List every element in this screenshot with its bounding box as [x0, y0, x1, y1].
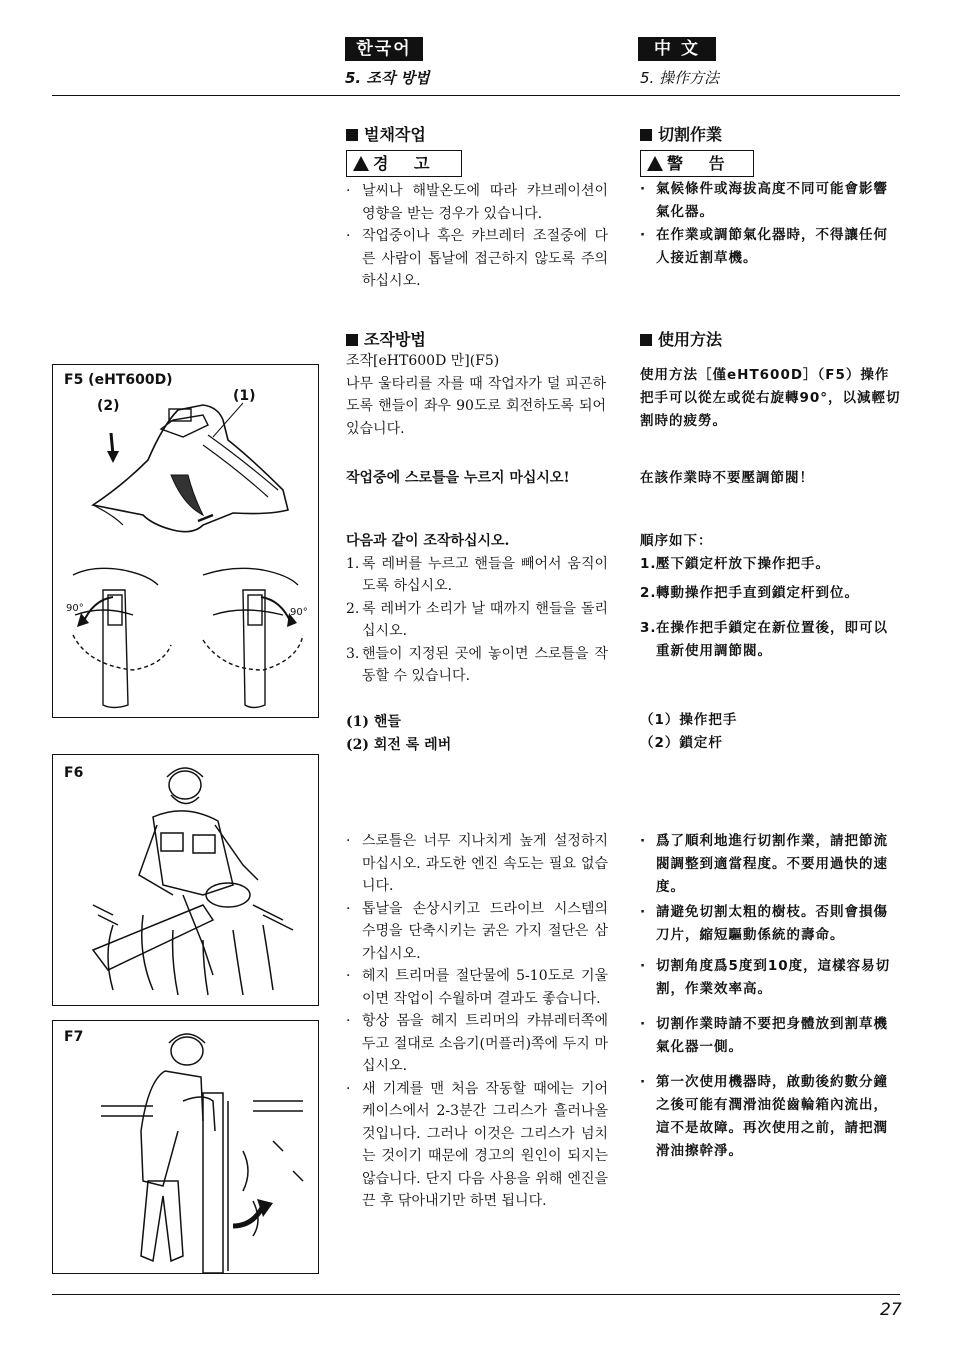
ko-step: 2. 록 레버가 소리가 날 때까지 핸들을 돌리십시오. [346, 600, 608, 639]
zh-tip-item: · 切割角度爲5度到10度，這樣容易切割，作業效率高。 [640, 958, 891, 997]
angle-label-left: 90° [66, 603, 84, 614]
figure-f6-label: F6 [64, 765, 84, 781]
zh-tip-item: · 第一次使用機器時，啟動後約數分鐘之後可能有潤滑油從齒輪箱內流出，這不是故障。再次使用之前，請把潤滑油擦幹淨。 [640, 1074, 888, 1159]
operator-cutting-hedge-illustration [53, 755, 318, 1005]
ko-section-title: 5. 조작 방법 [345, 69, 430, 87]
ko-procedure [346, 530, 608, 688]
zh-operation-title: 使用方法 [640, 327, 722, 350]
ko-tip-item: · 항상 몸을 헤지 트리머의 캬뷰레터쪽에 두고 절대로 소음기(머플러)쪽에 두지 마십시오. [346, 1013, 608, 1074]
ko-warnings [346, 180, 608, 293]
ko-parts [346, 711, 606, 756]
zh-throttle-note: 在該作業時不要壓調節閥！ [640, 470, 814, 486]
ko-tips [346, 830, 608, 1213]
figure-f5 [52, 364, 319, 718]
zh-tips [640, 830, 902, 1163]
ko-part-item: (2) 회전 록 레버 [346, 736, 452, 753]
zh-warnings [640, 178, 902, 270]
zh-step: 3. 在操作把手鎖定在新位置後，即可以重新使用調節閥。 [640, 620, 888, 659]
figure-f6 [52, 754, 319, 1006]
korean-language-tag: 한국어 [345, 37, 423, 61]
ko-warning-item: · 날씨나 해발온도에 따라 캬브레이션이 영향을 받는 경우가 있습니다. [346, 183, 608, 222]
zh-step: 2. 轉動操作把手直到鎖定杆到位。 [640, 585, 859, 601]
zh-operation-body: 使用方法［僅eHT600D］（F5）操作把手可以從左或從右旋轉90°，以減輕切割時的疲勞。 [640, 367, 901, 429]
angle-label-right: 90° [290, 607, 308, 618]
zh-tip-item: · 請避免切割太粗的樹枝。否則會損傷刀片，縮短驅動係統的壽命。 [640, 904, 888, 943]
zh-warning-item: · 氣候條件或海拔高度不同可能會影響氣化器。 [640, 181, 888, 220]
ko-operation-text [346, 350, 606, 440]
ko-tip-item: · 새 기계를 맨 처음 작동할 때에는 기어 케이스에서 2-3분간 그리스가 흘러나올 것입니다. 그러나 이것은 그리스가 넘치는 것이기 때문에 경고의 원인이 되지는 않습니다. 단지 다음 사용을 위해 엔진을 끈 후 닦아내기만 하면 됩니다. [346, 1080, 608, 1209]
handle-illustration [53, 365, 318, 717]
ko-step: 1. 록 레버를 누르고 핸들을 빼어서 움직이도록 하십시오. [346, 555, 608, 594]
ko-tip-item: · 톱날을 손상시키고 드라이브 시스템의 수명을 단축시키는 굵은 가지 절단은 삼가십시오. [346, 900, 608, 962]
figure-f7 [52, 1020, 319, 1274]
zh-procedure-title: 順序如下： [640, 533, 713, 549]
page-number: 27 [880, 1300, 902, 1320]
ko-part-item: (1) 핸들 [346, 714, 401, 730]
figure-f5-callout-2: (2) [97, 398, 120, 414]
zh-warning-item: · 在作業或調節氣化器時，不得讓任何人接近割草機。 [640, 227, 888, 266]
figure-f5-callout-1: (1) [233, 388, 256, 404]
zh-step: 1. 壓下鎖定杆放下操作把手。 [640, 556, 830, 572]
zh-tip-item: · 爲了順利地進行切割作業，請把節流閥調整到適當程度。不要用過快的速度。 [640, 833, 888, 895]
zh-tip-item: · 切割作業時請不要把身體放到割草機氣化器一側。 [640, 1016, 888, 1055]
figure-f7-label: F7 [64, 1029, 84, 1045]
operator-vertical-cut-illustration [53, 1021, 318, 1273]
ko-operation-body: 나무 울타리를 자를 때 작업자가 덜 피곤하도록 핸들이 좌우 90도로 회전하도록 되어 있습니다. [346, 375, 606, 437]
ko-cutting-title: 벌채작업 [346, 122, 426, 145]
warning-icon [353, 156, 369, 171]
zh-part-item: （1）操作把手 [640, 712, 738, 728]
ko-operation-title: 조작방법 [346, 327, 426, 350]
zh-warning-box: 警 告 [640, 150, 754, 177]
ko-tip-item: · 헤지 트리머를 절단물에 5-10도로 기울이면 작업이 수월하며 결과도 좋습니다. [346, 968, 608, 1007]
warning-icon [647, 156, 663, 171]
ko-procedure-title: 다음과 같이 조작하십시오. [346, 533, 510, 549]
figure-f5-label: F5 (eHT600D) [64, 372, 173, 388]
footer-rule [52, 1294, 900, 1295]
zh-section-title: 5. 操作方法 [640, 69, 720, 87]
zh-cutting-title: 切割作業 [640, 122, 722, 145]
ko-warning-item: · 작업중이나 혹은 캬브레터 조절중에 다른 사람이 톱날에 접근하지 않도록 주의하십시오. [346, 228, 608, 289]
ko-tip-item: · 스로틀은 너무 지나치게 높게 설정하지 마십시오. 과도한 엔진 속도는 필요 없습니다. [346, 833, 608, 894]
ko-warning-box: 경 고 [346, 150, 462, 177]
zh-procedure [640, 530, 902, 663]
ko-step: 3. 핸들이 지정된 곳에 놓이면 스로틀을 작동할 수 있습니다. [346, 645, 608, 684]
chinese-language-tag: 中 文 [638, 37, 716, 61]
ko-operation-sub: 조작[eHT600D 만](F5) [346, 353, 500, 369]
zh-part-item: （2）鎖定杆 [640, 735, 723, 751]
header-rule [52, 95, 900, 96]
zh-parts [640, 709, 902, 755]
ko-throttle-note: 작업중에 스로틀을 누르지 마십시오! [346, 470, 570, 486]
